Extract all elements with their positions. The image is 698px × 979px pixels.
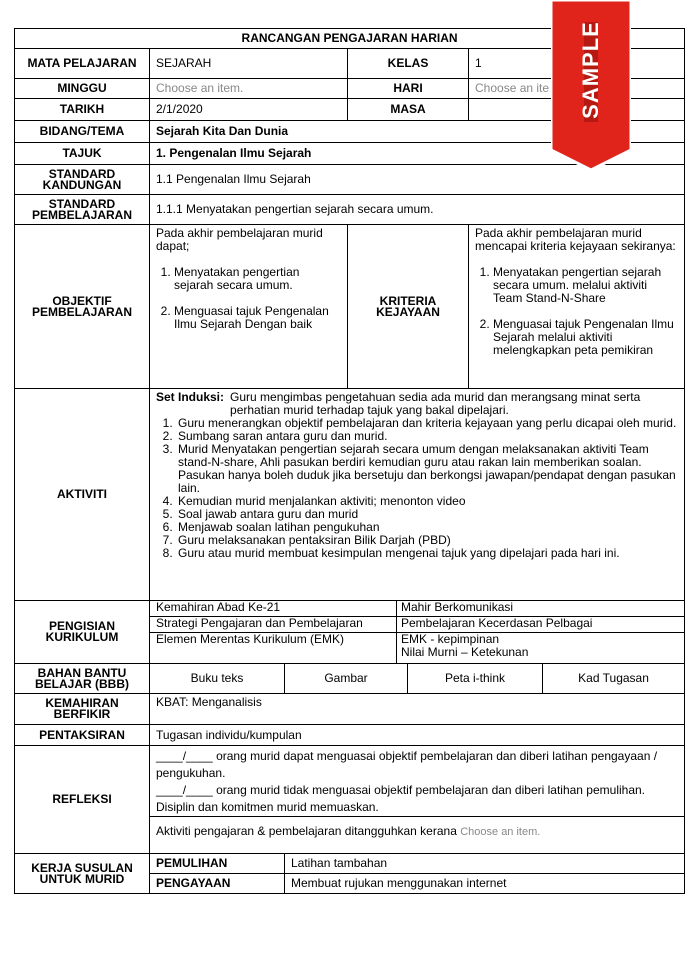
activities-list	[156, 417, 678, 560]
set-induction-text: Guru mengimbas pengetahuan sedia ada murid dan merangsang minat serta perhatian murid terhadap tajuk yang bakal dipelajari.	[230, 390, 641, 417]
label-objektif: OBJEKTIF PEMBELAJARAN	[15, 225, 150, 389]
curriculum-cell	[150, 601, 685, 664]
objectives-intro: Pada akhir pembelajaran murid dapat;	[156, 226, 323, 253]
enrichment-value[interactable]: Membuat rujukan menggunakan internet	[285, 874, 685, 894]
reflection-line-1: orang murid dapat menguasai objektif pembelajaran dan diberi latihan pengayaan / pengukuhan.	[156, 749, 658, 780]
subject-value[interactable]: SEJARAH	[150, 49, 348, 79]
activities-cell[interactable]	[150, 389, 685, 601]
curriculum-right[interactable]	[397, 633, 528, 663]
activity-item: 8. Guru atau murid membuat kesimpulan mengenai tajuk yang dipelajari pada hari ini.	[176, 547, 678, 560]
class-value[interactable]: 1	[469, 49, 685, 79]
label-tajuk: TAJUK	[15, 143, 150, 165]
objective-item: 1. Menyatakan pengertian sejarah secara umum.	[174, 266, 341, 292]
label-kemahiran-berfikir: KEMAHIRAN BERFIKIR	[15, 694, 150, 725]
activity-item: 5. Soal jawab antara guru dan murid	[176, 508, 678, 521]
activity-item: 6. Menjawab soalan latihan pengukuhan	[176, 521, 678, 534]
activity-item: 1. Guru menerangkan objektif pembelajaran dan kriteria kejayaan yang perlu dicapai oleh murid.	[176, 417, 678, 430]
activity-item: 7. Guru melaksanakan pentaksiran Bilik Darjah (PBD)	[176, 534, 678, 547]
curriculum-row	[150, 601, 684, 617]
sample-watermark	[551, 0, 631, 140]
learning-standard-value[interactable]: 1.1.1 Menyatakan pengertian sejarah secara umum.	[150, 195, 685, 225]
label-aktiviti: AKTIVITI	[15, 389, 150, 601]
remedial-value[interactable]: Latihan tambahan	[285, 854, 685, 874]
label-pentaksiran: PENTAKSIRAN	[15, 725, 150, 746]
date-value[interactable]: 2/1/2020	[150, 99, 348, 121]
assessment-value[interactable]: Tugasan individu/kumpulan	[150, 725, 685, 746]
emk-value: EMK - kepimpinan	[401, 632, 500, 646]
curriculum-left: Strategi Pengajaran dan Pembelajaran	[150, 617, 397, 632]
label-kriteria-kejayaan: KRITERIA KEJAYAAN	[348, 225, 469, 389]
activity-item: 3. Murid Menyatakan pengertian sejarah secara umum dengan melaksanakan aktiviti Team stand-N-share, Ahli pasukan berdiri kemudian guru atau rakan lain memberikan soalan. Pasukan hanya boleh duduk jika bersetuju dan berkongsi jawapan/pendapat dengan pasukan lain.	[176, 443, 678, 495]
material-item[interactable]: Kad Tugasan	[543, 664, 685, 694]
label-kerja-susulan: KERJA SUSULAN UNTUK MURID	[15, 854, 150, 894]
label-standard-kandungan: STANDARD KANDUNGAN	[15, 165, 150, 195]
postponed-dropdown[interactable]: Choose an item.	[460, 826, 541, 838]
reflection-line-2: orang murid tidak menguasai objektif pembelajaran dan diberi latihan pemulihan. Disiplin dan komitmen murid memuaskan.	[156, 783, 646, 814]
label-pengisian-kurikulum: PENGISIAN KURIKULUM	[15, 601, 150, 664]
sample-watermark-text: SAMPLE	[578, 21, 603, 119]
header-title: RANCANGAN PENGAJARAN HARIAN	[15, 29, 685, 49]
material-item[interactable]: Buku teks	[150, 664, 285, 694]
criteria-intro: Pada akhir pembelajaran murid mencapai kriteria kejayaan sekiranya:	[475, 226, 676, 253]
values-value: Nilai Murni – Ketekunan	[401, 645, 529, 659]
material-item[interactable]: Gambar	[285, 664, 408, 694]
criteria-cell[interactable]	[469, 225, 685, 389]
objective-item: 2. Menguasai tajuk Pengenalan Ilmu Sejarah Dengan baik	[174, 305, 341, 331]
label-tarikh: TARIKH	[15, 99, 150, 121]
postponed-text: Aktiviti pengajaran & pembelajaran ditangguhkan kerana	[156, 824, 457, 838]
curriculum-row	[150, 617, 684, 633]
label-bahan-bantu: BAHAN BANTU BELAJAR (BBB)	[15, 664, 150, 694]
label-refleksi: REFLEKSI	[15, 746, 150, 854]
material-item[interactable]: Peta i-think	[408, 664, 543, 694]
postponed-row	[150, 817, 684, 853]
content-standard-value[interactable]: 1.1 Pengenalan Ilmu Sejarah	[150, 165, 685, 195]
label-kelas: KELAS	[348, 49, 469, 79]
activity-item: 4. Kemudian murid menjalankan aktiviti; menonton video	[176, 495, 678, 508]
theme-value[interactable]: Sejarah Kita Dan Dunia	[150, 121, 685, 143]
label-bidang-tema: BIDANG/TEMA	[15, 121, 150, 143]
week-dropdown[interactable]: Choose an item.	[150, 79, 348, 99]
set-induction-label: Set Induksi:	[156, 390, 225, 404]
reflection-cell	[150, 746, 685, 854]
label-hari: HARI	[348, 79, 469, 99]
criteria-list	[475, 266, 678, 357]
reflection-blank[interactable]: ____/____	[156, 783, 213, 797]
objectives-cell[interactable]	[150, 225, 348, 389]
reflection-text[interactable]	[150, 746, 684, 817]
objectives-list	[156, 266, 341, 331]
criteria-item: 2. Menguasai tajuk Pengenalan Ilmu Sejarah melalui aktiviti melengkapkan peta pemikiran	[493, 318, 678, 357]
curriculum-right[interactable]: Mahir Berkomunikasi	[401, 600, 514, 614]
curriculum-row	[150, 633, 684, 663]
curriculum-right[interactable]: Pembelajaran Kecerdasan Pelbagai	[401, 616, 593, 630]
remedial-label: PEMULIHAN	[150, 854, 285, 874]
label-minggu: MINGGU	[15, 79, 150, 99]
curriculum-left: Elemen Merentas Kurikulum (EMK)	[150, 633, 397, 663]
curriculum-left: Kemahiran Abad Ke-21	[150, 601, 397, 616]
label-standard-pembelajaran: STANDARD PEMBELAJARAN	[15, 195, 150, 225]
label-mata-pelajaran: MATA PELAJARAN	[15, 49, 150, 79]
day-dropdown[interactable]: Choose an ite	[469, 79, 685, 99]
label-masa: MASA	[348, 99, 469, 121]
activity-item: 2. Sumbang saran antara guru dan murid.	[176, 430, 678, 443]
criteria-item: 1. Menyatakan pengertian sejarah secara umum. melalui aktiviti Team Stand-N-Share	[493, 266, 678, 305]
topic-value[interactable]: 1. Pengenalan Ilmu Sejarah	[150, 143, 685, 165]
enrichment-label: PENGAYAAN	[150, 874, 285, 894]
thinking-skill-value[interactable]: KBAT: Menganalisis	[150, 694, 685, 725]
reflection-blank[interactable]: ____/____	[156, 749, 213, 763]
